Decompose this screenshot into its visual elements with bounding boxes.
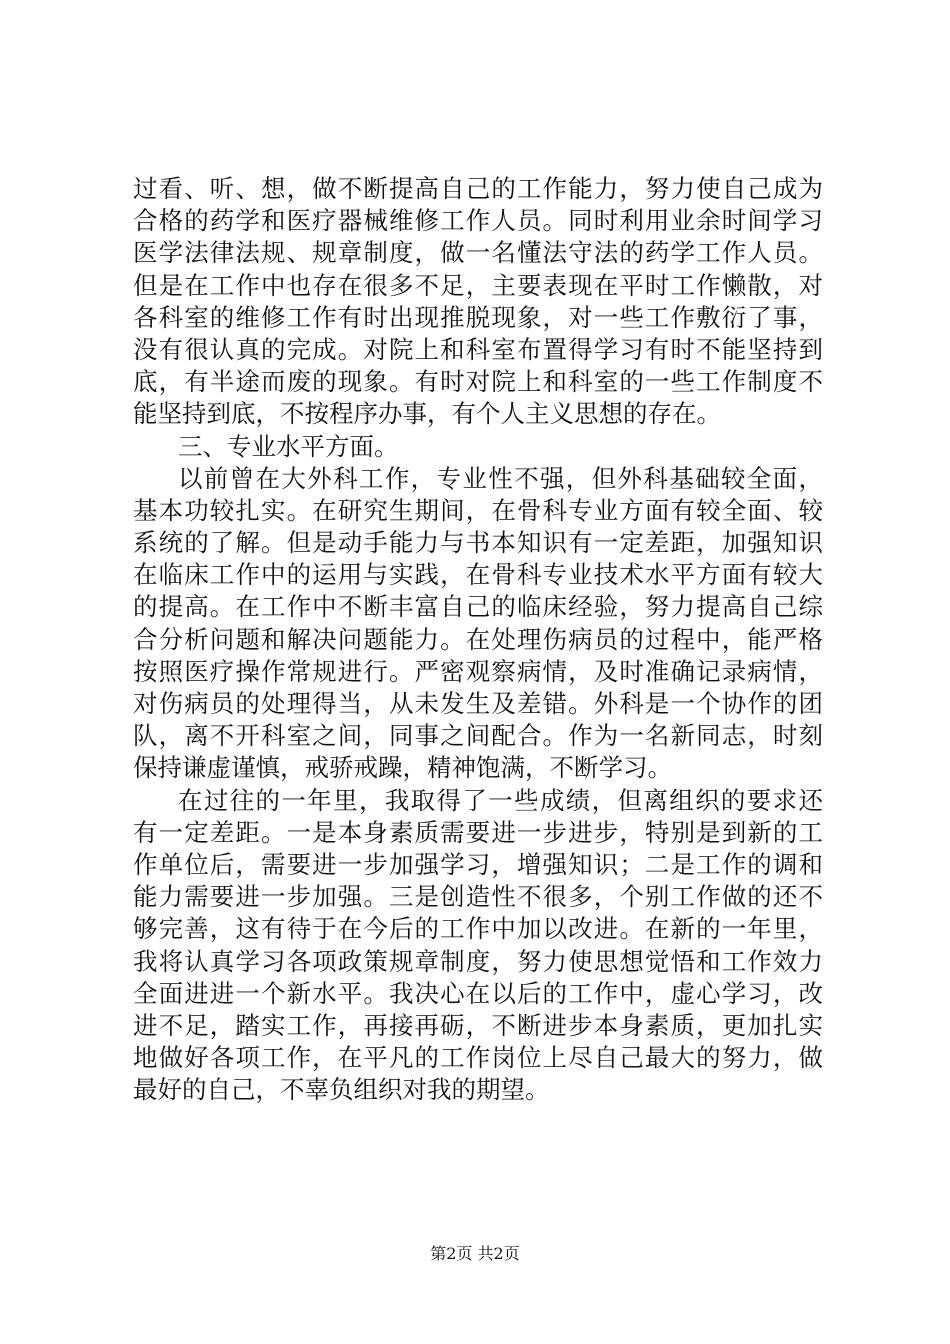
text-line: 最好的自己，不辜负组织对我的期望。 [133,1075,550,1105]
text-line: 三、专业水平方面。 [178,431,399,461]
paragraph [133,785,823,1107]
text-line: 过看、听、想，做不断提高自己的工作能力，努力使自己成为 [133,174,823,203]
text-line: 合分析问题和解决问题能力。在处理伤病员的过程中，能严格 [133,624,823,654]
text-line: 的提高。在工作中不断丰富自己的临床经验，努力提高自己综 [133,592,823,622]
text-line: 全面进进一个新水平。我决心在以后的工作中，虚心学习，改 [133,978,823,1008]
text-line: 能坚持到底，不按程序办事，有个人主义思想的存在。 [133,399,721,429]
text-line: 医学法律法规、规章制度，做一名懂法守法的药学工作人员。 [133,238,823,268]
text-line: 保持谦虚谨慎，戒骄戒躁，精神饱满，不断学习。 [133,753,672,783]
text-line: 以前曾在大外科工作，专业性不强，但外科基础较全面， [178,463,823,493]
text-line: 底，有半途而废的现象。有时对院上和科室的一些工作制度不 [133,367,823,397]
text-line: 没有很认真的完成。对院上和科室布置得学习有时不能坚持到 [133,334,823,364]
text-line: 按照医疗操作常规进行。严密观察病情，及时准确记录病情， [133,656,823,686]
text-line: 能力需要进一步加强。三是创造性不很多，个别工作做的还不 [133,882,823,912]
text-line: 在过往的一年里，我取得了一些成绩，但离组织的要求还 [178,785,823,815]
text-line: 有一定差距。一是本身素质需要进一步进步，特别是到新的工 [133,817,823,847]
text-line: 各科室的维修工作有时出现推脱现象，对一些工作敷衍了事， [133,302,823,332]
text-line: 对伤病员的处理得当，从未发生及差错。外科是一个协作的团 [133,689,823,718]
text-line: 进不足，踏实工作，再接再砺，不断进步本身素质，更加扎实 [133,1010,823,1040]
text-line: 但是在工作中也存在很多不足，主要表现在平时工作懒散，对 [133,270,823,300]
text-line: 队，离不开科室之间，同事之间配合。作为一名新同志，时刻 [133,721,823,751]
text-line: 基本功较扎实。在研究生期间，在骨科专业方面有较全面、较 [133,495,823,525]
text-line: 我将认真学习各项政策规章制度，努力使思想觉悟和工作效力 [133,946,823,976]
page-footer: 第2页 共2页 [430,1244,520,1263]
text-line: 系统的了解。但是动手能力与书本知识有一定差距，加强知识 [133,528,823,558]
text-line: 作单位后，需要进一步加强学习，增强知识；二是工作的调和 [133,849,823,879]
text-line: 在临床工作中的运用与实践，在骨科专业技术水平方面有较大 [133,560,823,590]
document-body [133,173,823,1106]
paragraph [133,173,823,431]
paragraph [133,463,823,785]
text-line: 地做好各项工作，在平凡的工作岗位上尽自己最大的努力，做 [133,1043,823,1073]
text-line: 够完善，这有待于在今后的工作中加以改进。在新的一年里， [133,914,823,944]
paragraph [133,431,823,463]
text-line: 合格的药学和医疗器械维修工作人员。同时利用业余时间学习 [133,206,823,236]
